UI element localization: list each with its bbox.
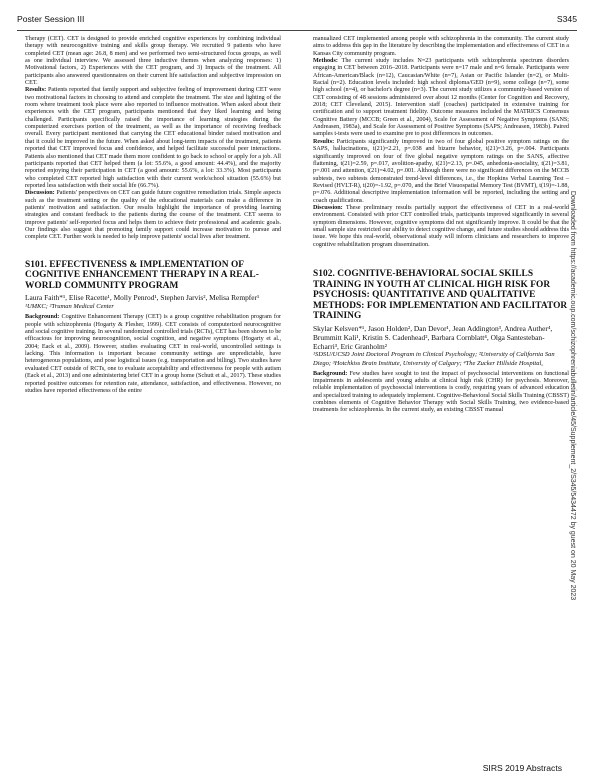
page-number: S345 bbox=[556, 14, 577, 24]
background-s101 bbox=[25, 314, 281, 395]
discussion-label: Discussion: bbox=[313, 204, 343, 211]
methods-label: Methods: bbox=[313, 58, 338, 65]
discussion-text: Patients' perspectives on CET can guide future cognitive remediation trials. Simple aspects such as the treatment setting or the quality of the educational materials can make a difference in patients' motivation and satisfaction. Our results highlight the importance of providing learning strategies and constant feedback to the patients during the course of the treatment. CET seems to improve patients' self-reported focus and helps them to achieve their professional and academic goals. Our findings also suggest that promoting family support could increase motivation to pursue and complete CET. Further work is needed to help improve patients' social lives after treatment. bbox=[25, 190, 281, 241]
running-header bbox=[17, 11, 577, 27]
journal-footer: SIRS 2019 Abstracts bbox=[482, 763, 562, 773]
results-label: Results: bbox=[25, 87, 47, 94]
discussion-text: These preliminary results partially support the effectiveness of CET in a real-world environment. Consisted with prior CET controlled trials, participants improved significantly in several symptom dimensions. However, cognitive symptoms did not significantly improve. It could be that the small sample size restricted our ability to detect cognitive change, and future studies should address this issue. We hope this real-world, observational study will inform clinicians and researchers to improve cognitive rehabilitation program dissemination. bbox=[313, 204, 569, 248]
affiliations-s101: ¹UMKC; ²Truman Medical Center bbox=[25, 303, 114, 311]
s101-results bbox=[313, 139, 569, 205]
authors-s102-text: Skylar Kelsven*¹, Jason Holden², Dan Devor¹, Jean Addington³, Andrea Auther⁴, Brummitt Kali¹, Kristin S. Cadenhead², Barbara Cornblatt⁴, Olga Santesteban-Echarri³, Eric Granholm² bbox=[313, 323, 553, 351]
s101-methods bbox=[313, 58, 569, 139]
background-s102 bbox=[313, 371, 569, 415]
results-text: Patients reported that family support and subjective feeling of improvement during CET were two motivational factors in choosing to attend and complete the treatment. The size and lighting of the room where treatment took place were also reported to influence motivation. When asked about their experiences with the CET program, participants mentioned that they liked learning and being challenged. Participants specifically raised the importance of learning strategies during the computerized exercises portion of the treatment, as well as the importance of receiving feedback overall. Every participant mentioned that carrying the CET educational binder raised motivation and that it could be improved in the future. When asked about long-term impacts of the treatment, patients reported that CET improved focus and confidence, and helped facilitate successful peer interactions. Patients also mentioned that CET made them more confident to go back to school or apply for a job. All participants reported that CET helped them (a lot: 55.6%, a good amount: 44.4%), and the majority reported enjoying their participation in CET (a good amount: 55.6%, a lot: 33.3%). Most participants who completed CET reported high satisfaction with their current work/school situation (55.6%) but reported less satisfaction with their social life (66.7%). bbox=[25, 87, 281, 189]
background-label: Background: bbox=[313, 370, 348, 377]
abstract-title-s101: S101. EFFECTIVENESS & IMPLEMENTATION OF COGNITIVE ENHANCEMENT THERAPY IN A REAL-WORLD COMMUNITY PROGRAM bbox=[25, 259, 259, 291]
background-text: Few studies have sought to test the impact of psychosocial interventions on functional impairments in adolescents and young adults at clinical high risk (CHR) for psychosis. Moreover, reliable implementation of psychosocial interventions is costly, requiring years of advanced education and specialized training to adequately implement. Cognitive-Behavioral Social Skills Training (CBSST) combines elements of Cognitive Behavior Therapy with Social Skills Training, two evidence-based treatments for schizophrenia. In the current study, an existing CBSST manual bbox=[313, 370, 569, 414]
results-text: Participants significantly improved in two of four global positive symptom ratings on the SAPS, hallucinations, t(21)=2.21, p=.038 and bizarre behavior, t(21)=3.26, p=.004. Participants significantly improved on four of five global negative symptom ratings on the SANS, affective flattening, t(21)=2.59, p=.017, avolition-apathy, t(21)=2.13, p=.045, anhedonia-asociality, t(21)=3.81, p=.001 and attention, t(21)=4.02, p=.001. Although there were no significant differences on the MCCB subtests, two subtests demonstrated trend-level differences, i.e., the Hopkins Verbal Learning Test – Revised (HVLT-R), t(20)=-1.92, p=.070, and the Brief Visuospatial Memory Test (BVMT), t(19)=-1.88, p=.076. Additional descriptive implementation information will be reported, including the setting and coach qualifications. bbox=[313, 138, 569, 204]
download-watermark bbox=[567, 160, 579, 630]
methods-text: The current study includes N=23 participants with schizophrenia spectrum disorders engaging in CET between 2016–2018. Participants were n=17 male and n=6 female. Participants were African-American/Black (n=12), Caucasian/White (n=7), Asian or Pacific Islander (n=2), or Multi-Racial (n=2). Education levels included: high school diploma/GED (n=9), some college (n=7), some high school (n=4), or bachelor's degree (n=3). The current study utilizes a community-based version of CET consisting of 48 sessions administered over about 12 months (Center for Cognition and Recovery, 2018; CET Cleveland, 2015). Intervention staff (coaches) participated in extensive training for certification and to support treatment fidelity. Outcome measures included the MATRICS Consensus Cognitive Battery (MCCB; Green et al., 2004), Scale for Assessment of Negative Symptoms (SANS; Andreasen, 1983a), and Scale for Assessment of Positive Symptoms (SAPS; Andreasen, 1983b). Paired samples t-tests were used to examine pre to post differences in outcomes. bbox=[313, 58, 569, 138]
abstract-title-s102: S102. COGNITIVE-BEHAVIORAL SOCIAL SKILLS TRAINING IN YOUTH AT CLINICAL HIGH RISK FOR PSYCHOSIS: QUANTITATIVE AND QUALITATIVE METHODS: FOR IMPLEMENTATION AND FACILITATOR TRAINING bbox=[313, 268, 568, 322]
prior-abstract-continuation: Therapy (CET). CET is designed to provide enriched cognitive experiences by combining individual therapy with neurocognitive training and skills group therapy. We recruited 9 patients who have completed CET (mean age: 26.8, 8 men) and we performed two semi-structured focus groups, as well as one individual interview. We assessed three inductive themes when analyzing responses: 1) Motivational factors, 2) Experiences with the CET program, and 3) Impacts of the treatment. All participants also answered questionnaires on their current life satisfaction and subjective impression on CET. bbox=[25, 36, 281, 87]
authors-s101-text: Laura Faith*¹, Elise Racette¹, Molly Penrod¹, Stephen Jarvis², Melisa Rempfer¹ bbox=[25, 293, 260, 303]
affiliations-s102: ¹SDSU/UCSD Joint Doctoral Program in Clinical Psychology; ²University of California San Diego; ³Hotchkiss Brain Institute, University of Calgary; ⁴The Zucker Hillside Hospital, bbox=[313, 351, 555, 367]
discussion-label: Discussion: bbox=[25, 190, 55, 197]
prior-abstract-discussion bbox=[25, 190, 281, 241]
right-column bbox=[313, 36, 569, 415]
s101-discussion bbox=[313, 205, 569, 249]
prior-abstract-results bbox=[25, 87, 281, 190]
left-column bbox=[25, 36, 281, 395]
authors-s101 bbox=[25, 294, 281, 303]
background-text: Cognitive Enhancement Therapy (CET) is a group cognitive rehabilitation program for people with schizophrenia (Hogarty & Flesher, 1999). CET consists of computerized neurocognitive and social cognitive training. In several randomized controlled trials (RCTs), CET has been shown to be efficacious for improving neurocognition, social cognition, and negative symptoms (Hogarty et al., 2004; Eack et al., 2009). However, studies evaluating CET in real-world, uncontrolled settings is lacking. This information is important because community settings are unpredictable, have heterogeneous populations, and pose logistical issues (e.g. transportation and billing). Two studies have evaluated CET outside of RCTs, one to evaluate acceptability and effectiveness for people with autism (Eack et al., 2013) and one administering brief CET in a group home (Schutt et al., 2017). These studies reported positive outcomes for retention rate, attendance, satisfaction, and effectiveness. However, no studies have reported effectiveness of the entire bbox=[25, 314, 281, 394]
results-label: Results: bbox=[313, 138, 335, 145]
download-watermark-text: Downloaded from https://academic.oup.com/schizophreniabulletin/article/45/Supplement_2/S345/5434472 by guest on 20 May 2023 bbox=[569, 190, 577, 600]
session-label: Poster Session III bbox=[17, 14, 85, 24]
header-rule bbox=[17, 30, 577, 31]
background-label: Background: bbox=[25, 314, 60, 321]
authors-s102 bbox=[313, 325, 569, 351]
s101-continuation: manualized CET implemented among people with schizophrenia in the community. The current study aims to address this gap in the literature by describing the implementation and effectiveness of CET in a Kansas City community program. bbox=[313, 36, 569, 57]
